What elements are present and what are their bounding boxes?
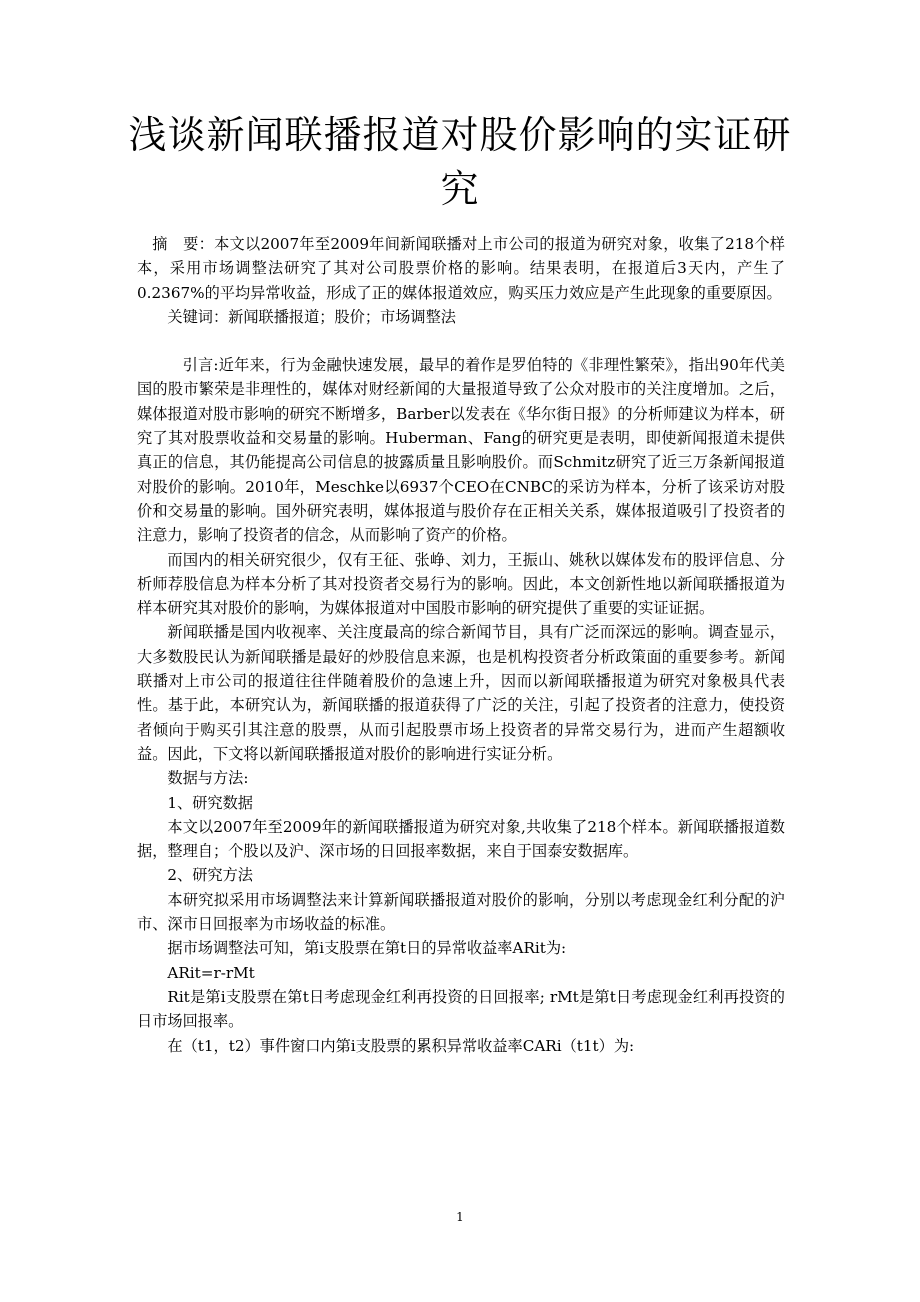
paper-title: 浅谈新闻联播报道对股价影响的实证研究 — [128, 113, 792, 211]
paragraph-car-def: 在（t1，t2）事件窗口内第i支股票的累积异常收益率CARi（t1t）为: — [167, 1036, 635, 1055]
keywords: 关键词：新闻联播报道；股价；市场调整法 — [167, 307, 456, 326]
section-heading-data-methods: 数据与方法: — [167, 769, 249, 788]
formula-ar: ARit=r-rMt — [167, 963, 255, 982]
paper-body — [137, 232, 785, 1058]
subsection-heading-data: 1、研究数据 — [167, 793, 253, 812]
paragraph-xinwen: 新闻联播是国内收视率、关注度最高的综合新闻节目，具有广泛而深远的影响。调查显示，大多数股民认为新闻联播是最好的炒股信息来源，也是机构投资者分析政策面的重要参考。新闻联播对上市公司的报道往往伴随着股价的急速上升，因而以新闻联播报道为研究对象极具代表性。基于此，本研究认为，新闻联播的报道获得了广泛的关注，引起了投资者的注意力，使投资者倾向于购买引其注意的股票，从而引起股票市场上投资者的异常交易行为，进而产生超额收益。因此，下文将以新闻联播报道对股价的影响进行实证分析。 — [137, 623, 785, 763]
subsection-heading-method: 2、研究方法 — [167, 866, 253, 885]
paragraph-rit-def: Rit是第i支股票在第t日考虑现金红利再投资的日回报率; rMt是第t日考虑现金红利再投资的日市场回报率。 — [137, 987, 785, 1031]
paragraph-intro: 引言:近年来，行为金融快速发展，最早的着作是罗伯特的《非理性繁荣》，指出90年代美国的股市繁荣是非理性的，媒体对财经新闻的大量报道导致了公众对股市的关注度增加。之后，媒体报道对股市影响的研究不断增多，Barber以发表在《华尔街日报》的分析师建议为样本，研究了其对股票收益和交易量的影响。Huberman、Fang的研究更是表明，即使新闻报道未提供真正的信息，其仍能提高公司信息的披露质量且影响股价。而Schmitz研究了近三万条新闻报道对股价的影响。2010年，Meschke以6937个CEO在CNBC的采访为样本，分析了该采访对股价和交易量的影响。国外研究表明，媒体报道与股价存在正相关关系，媒体报道吸引了投资者的注意力，影响了投资者的信念，从而影响了资产的价格。 — [137, 356, 785, 545]
page-number: 1 — [456, 1210, 464, 1224]
paragraph-domestic: 而国内的相关研究很少，仅有王征、张峥、刘力，王振山、姚秋以媒体发布的股评信息、分析师荐股信息为样本分析了其对投资者交易行为的影响。因此，本文创新性地以新闻联播报道为样本研究其对股价的影响，为媒体报道对中国股市影响的研究提供了重要的实证证据。 — [137, 550, 785, 618]
paragraph-method: 本研究拟采用市场调整法来计算新闻联播报道对股价的影响，分别以考虑现金红利分配的沪市、深市日回报率为市场收益的标准。 — [137, 890, 785, 934]
abstract: 摘 要：本文以2007年至2009年间新闻联播对上市公司的报道为研究对象，收集了218个样本，采用市场调整法研究了其对公司股票价格的影响。结果表明，在报道后3天内，产生了0.2367%的平均异常收益，形成了正的媒体报道效应，购买压力效应是产生此现象的重要原因。 — [137, 235, 785, 302]
paragraph-ar-def: 据市场调整法可知，第i支股票在第t日的异常收益率ARit为: — [167, 939, 567, 958]
paragraph-data: 本文以2007年至2009年的新闻联播报道为研究对象,共收集了218个样本。新闻联播报道数据，整理自；个股以及沪、深市场的日回报率数据，来自于国泰安数据库。 — [137, 817, 785, 861]
spacer — [137, 329, 785, 353]
